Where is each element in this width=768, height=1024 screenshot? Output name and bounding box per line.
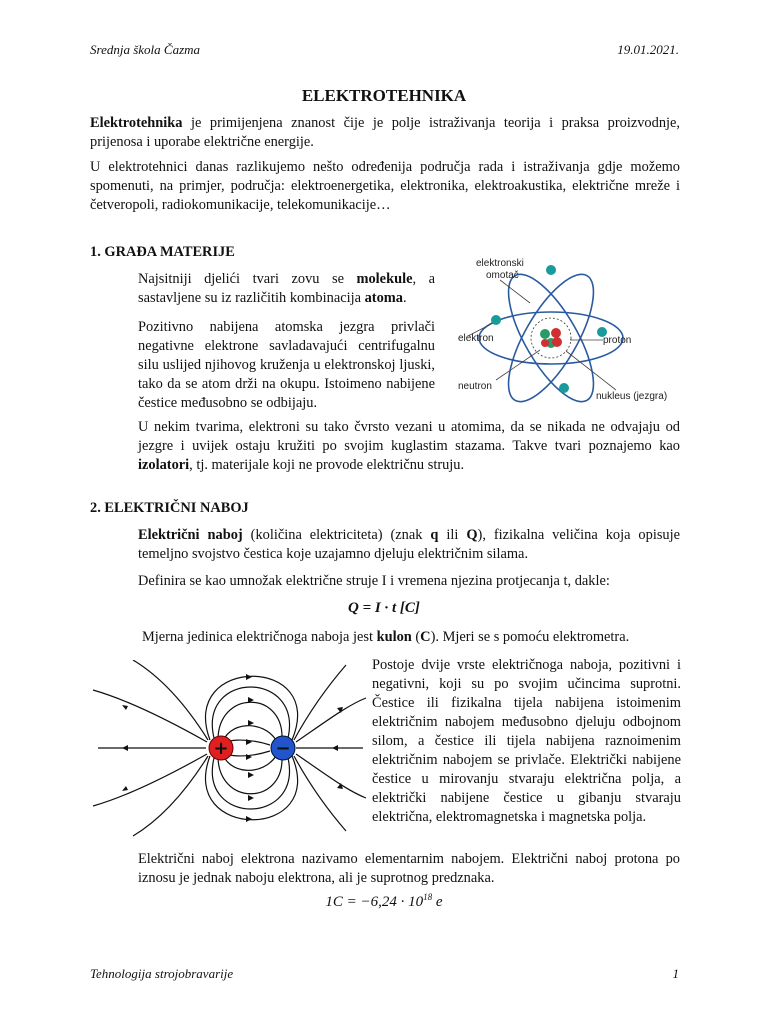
section-2-paragraph-2: Definira se kao umnožak električne struje I i vremena njezina protjecanja t, dakle: <box>138 573 610 589</box>
section-2-paragraph-5: Električni naboj elektrona nazivamo elementarnim nabojem. Električni naboj protona po iznosu je jednak naboju elektrona, ali je suprotnog predznaka. <box>138 851 680 886</box>
symbol-q: q <box>430 527 439 543</box>
neutron-particle <box>540 329 550 339</box>
label-shell-2: omotač <box>486 270 519 281</box>
proton-particle <box>552 337 562 347</box>
s1p1-a: Najsitniji djelići tvari zovu se <box>138 271 357 287</box>
label-nucleus: nukleus (jezgra) <box>596 391 668 402</box>
section-2-paragraph-1 <box>138 526 680 564</box>
electron-dot <box>559 383 569 393</box>
s2p3-c: ( <box>411 629 421 645</box>
label-electron: elektron <box>458 333 494 344</box>
proton-particle <box>541 339 549 347</box>
s1p1-c: , a sastavljene su iz različitih kombinacija <box>138 271 435 306</box>
minus-sign-icon: − <box>275 738 291 759</box>
section-1-paragraph-2: Pozitivno nabijena atomska jezgra privlači negativne elektrone savladavajući centrifugalnu silu uslijed njihovog kruženja u elektronskoj ljuski, tako da se atom drži na okupu. Istoimeno nabijene čestice međusobno se odbijaju. <box>138 319 435 411</box>
symbol-C: C <box>420 629 431 645</box>
section-2-paragraph-4: Postoje dvije vrste električnoga naboja, pozitivni i negativni, koji su po svojim učincima suprotni. Čestice ili fizikalna tijela nabijena istoimenim električnim nabojem međusobno djeluju odbojnom silom, a čestice ili tijela nabijena raznoimenim električnim nabojem se privlače. Električki nabijene čestice u mirovanju stvaraju električna polja, a električki nabijene čestice u gibanju stvaraju električna, elektromagnetska i magnetska polja. <box>372 657 681 825</box>
label-proton: proton <box>603 335 632 346</box>
negative-charge <box>271 736 295 760</box>
formula2-exponent: 18 <box>423 892 433 902</box>
formula-coulomb <box>0 892 768 911</box>
section-1-paragraph-1 <box>138 270 435 308</box>
section-2-paragraph-3 <box>142 628 682 647</box>
s2p1-d: ili <box>438 527 467 543</box>
section-1-paragraph-3 <box>138 418 680 475</box>
electric-field-diagram <box>88 660 368 838</box>
term-atoma: atoma <box>364 290 403 306</box>
nucleus <box>540 328 562 348</box>
symbol-Q: Q <box>466 527 478 543</box>
s1p3-a: U nekim tvarima, elektroni su tako čvrsto vezani u atomima, da se nikada ne odvajaju od jezgre i uvijek ostaju kružiti po svojim kuglastim stazama. Takve tvari poznajemo kao <box>138 419 680 454</box>
term-elektricni-naboj: Električni naboj <box>138 527 243 543</box>
formula2-unit: e <box>432 894 443 910</box>
proton-particle <box>551 328 561 338</box>
header-school: Srednja škola Čazma <box>90 42 201 57</box>
term-molekule: molekule <box>356 271 413 287</box>
formula2-base: 1C = −6,24 · 10 <box>325 894 424 910</box>
term-kulon: kulon <box>376 629 412 645</box>
orbit-tilted-1 <box>492 263 609 413</box>
positive-charge <box>209 736 233 760</box>
s1p3-c: , tj. materijale koji ne provode električnu struju. <box>189 457 465 473</box>
s2p1-b: (količina elektriciteta) (znak <box>242 527 431 543</box>
atom-diagram <box>448 248 688 413</box>
intro-paragraph-1 <box>90 114 680 152</box>
footer-page-number: 1 <box>672 966 679 981</box>
footer-course: Tehnologija strojobravarije <box>90 966 234 981</box>
formula-charge: Q = I · t [C] <box>348 600 420 616</box>
plus-sign-icon: + <box>213 738 229 759</box>
page-title: ELEKTROTEHNIKA <box>301 86 467 105</box>
section-1-heading: 1. GRAĐA MATERIJE <box>90 244 235 260</box>
orbit-tilted-2 <box>492 263 609 413</box>
term-izolatori: izolatori <box>138 457 190 473</box>
section-2-heading: 2. ELEKTRIČNI NABOJ <box>90 500 249 516</box>
label-shell-1: elektronski <box>476 258 524 269</box>
s2p3-a: Mjerna jedinica električnoga naboja jest <box>142 629 377 645</box>
s2p3-e: ). Mjeri se s pomoću elektrometra. <box>430 629 630 645</box>
electron-dot <box>546 265 556 275</box>
label-neutron: neutron <box>458 381 492 392</box>
header-date: 19.01.2021. <box>617 42 679 57</box>
intro-p1-text: je primijenjena znanost čije je polje istraživanja teorija i praksa proizvodnje, prijenosa i uporabe električne energije. <box>90 115 680 150</box>
s1p1-e: . <box>402 290 407 306</box>
intro-bold-term: Elektrotehnika <box>90 115 183 131</box>
s2p1-f: ), fizikalna veličina koja opisuje temeljno svojstvo čestica koje uzajamno djeluju električnim silama. <box>138 527 681 562</box>
intro-paragraph-2: U elektrotehnici danas razlikujemo nešto određenija područja rada i istraživanja gdje možemo spomenuti, na primjer, područja: elektroenergetika, elektronika, elektroakustika, električne mreže i četveropoli, radiokomunikacije, telekomunikacije… <box>90 159 680 213</box>
